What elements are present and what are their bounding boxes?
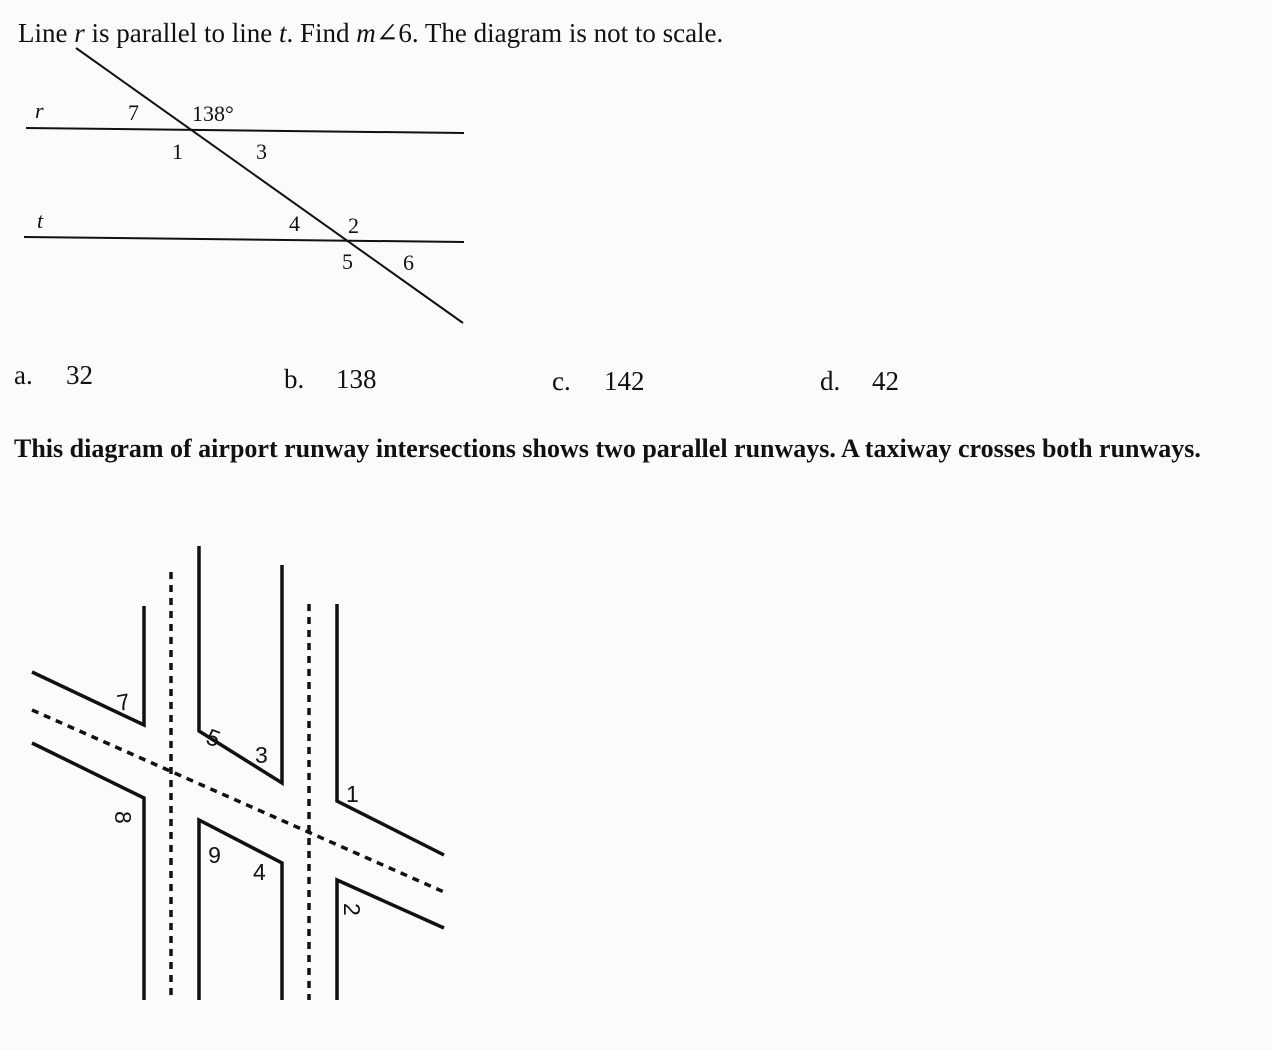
q1-var-m: m	[356, 18, 376, 48]
choice-d[interactable]	[820, 366, 899, 397]
choice-b[interactable]	[284, 364, 377, 395]
angle-label-2: 2	[348, 213, 359, 238]
line-t	[24, 237, 464, 242]
choice-letter: b.	[284, 364, 305, 394]
runway-1-left-edge-lower	[32, 743, 144, 1000]
q1-text-part: . Find	[286, 18, 357, 48]
runway-diagram	[0, 530, 470, 1020]
line-label-r: r	[35, 98, 44, 123]
angle-label-5: 5	[342, 249, 353, 274]
choice-letter: a.	[14, 360, 33, 390]
runway-angle-label-2: 2	[339, 903, 365, 916]
transversal-line	[76, 48, 463, 323]
q1-var-t: t	[278, 18, 287, 48]
choice-letter: d.	[820, 366, 841, 396]
runway-angle-label-1: 1	[346, 781, 359, 807]
runway-2-right-edge-upper	[337, 604, 444, 855]
parallel-lines-diagram	[0, 0, 500, 340]
question-2-text: This diagram of airport runway intersections shows two parallel runways. A taxiway crosses both runways.	[14, 434, 1201, 463]
runway-angle-label-4: 4	[253, 859, 266, 885]
choice-value: 32	[66, 360, 93, 390]
line-r	[26, 128, 464, 133]
taxiway-centerline	[32, 710, 444, 892]
choice-letter: c.	[552, 366, 571, 396]
runway-angle-label-5: 5	[202, 723, 224, 753]
runway-angle-label-8: 8	[110, 811, 136, 824]
angle-label-4: 4	[289, 211, 300, 236]
q1-text-part: Line	[18, 18, 75, 48]
angle-label-1: 1	[172, 139, 183, 164]
choice-value: 138	[336, 364, 377, 394]
q1-text-part: ∠6. The diagram is not to scale.	[375, 18, 724, 48]
angle-label-6: 6	[403, 250, 414, 275]
runway-angle-label-7: 7	[114, 688, 132, 717]
choice-value: 42	[872, 366, 899, 396]
choice-value: 142	[604, 366, 645, 396]
q1-text-part: is parallel to line	[84, 18, 279, 48]
line-label-t: t	[37, 208, 44, 233]
angle-label-7: 7	[128, 100, 139, 125]
runway-angle-label-6: 6	[208, 842, 221, 868]
angle-label-3: 3	[256, 139, 267, 164]
runway-angle-label-3: 3	[255, 742, 268, 768]
choice-a[interactable]	[14, 360, 93, 391]
runway-2-right-edge-lower	[337, 880, 444, 1000]
q1-var-r: r	[74, 18, 85, 48]
given-angle-label: 138°	[192, 101, 234, 126]
choice-c[interactable]	[552, 366, 645, 397]
